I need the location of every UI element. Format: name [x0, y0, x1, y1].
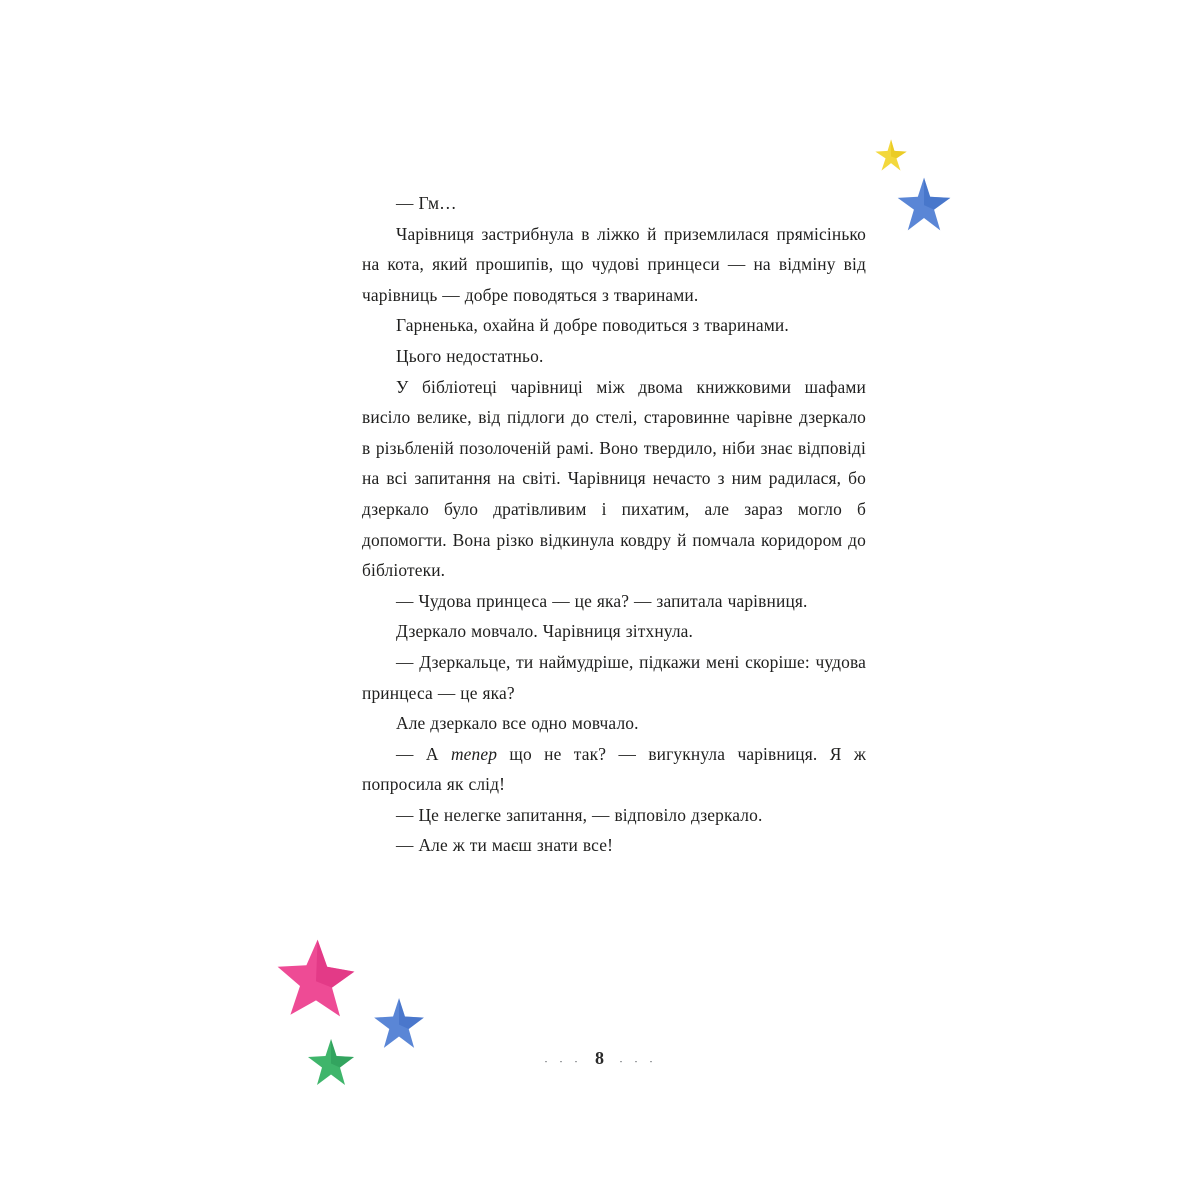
paragraph-text-after: що не так? — вигукнула чарівниця. Я ж попросила як слід! — [362, 743, 867, 795]
emphasized-word: тепер — [450, 743, 498, 764]
page-folio — [0, 1048, 1200, 1069]
paragraph: У бібліотеці чарівниці між двома книжковими шафами висіло велике, від підлоги до стелі, старовинне чарівне дзеркало в різьбленій позолоченій рамі. Воно твердило, ніби знає відповіді на всі запитання на світі. Чарівниця нечасто з ним радилася, бо дзеркало було дратівливим і пихатим, але зараз могло б допомогти. Вона різко відкинула ковдру й помчала коридором до бібліотеки. — [362, 376, 866, 581]
folio-ornament-left: ﹒﹒﹒ — [539, 1051, 585, 1065]
paragraph: — Дзеркальце, ти наймудріше, підкажи мені скоріше: чудова принцеса — це яка? — [362, 651, 866, 703]
folio-ornament-right: ﹒﹒﹒ — [615, 1051, 661, 1065]
yellow-star-icon — [874, 138, 908, 172]
paragraph: Цього недостатньо. — [396, 345, 544, 366]
pink-star-icon — [272, 938, 360, 1018]
paragraph: Але дзеркало все одно мовчало. — [396, 713, 639, 734]
blue-star-top-icon — [896, 176, 952, 232]
paragraph: — Чудова принцеса — це яка? — запитала чарівниця. — [396, 590, 808, 611]
paragraph: — Гм… — [396, 193, 457, 213]
paragraph: Дзеркало мовчало. Чарівниця зітхнула. — [396, 621, 694, 642]
paragraph: Чарівниця застрибнула в ліжко й приземлилася прямісінько на кота, який прошипів, що чудові принцеси — на відміну від чарівниць — добре поводяться з тваринами. — [362, 223, 866, 305]
paragraph: — Це нелегке запитання, — відповіло дзеркало. — [396, 804, 763, 825]
paragraph-text-before: — А — [396, 743, 451, 764]
paragraph-with-emphasis — [362, 739, 866, 800]
paragraph: Гарненька, охайна й добре поводиться з тваринами. — [396, 315, 789, 336]
page-text-column — [362, 188, 866, 861]
page-number: 8 — [595, 1048, 605, 1068]
blue-star-bottom-icon — [372, 996, 426, 1050]
paragraph: — Але ж ти маєш знати все! — [396, 835, 614, 856]
